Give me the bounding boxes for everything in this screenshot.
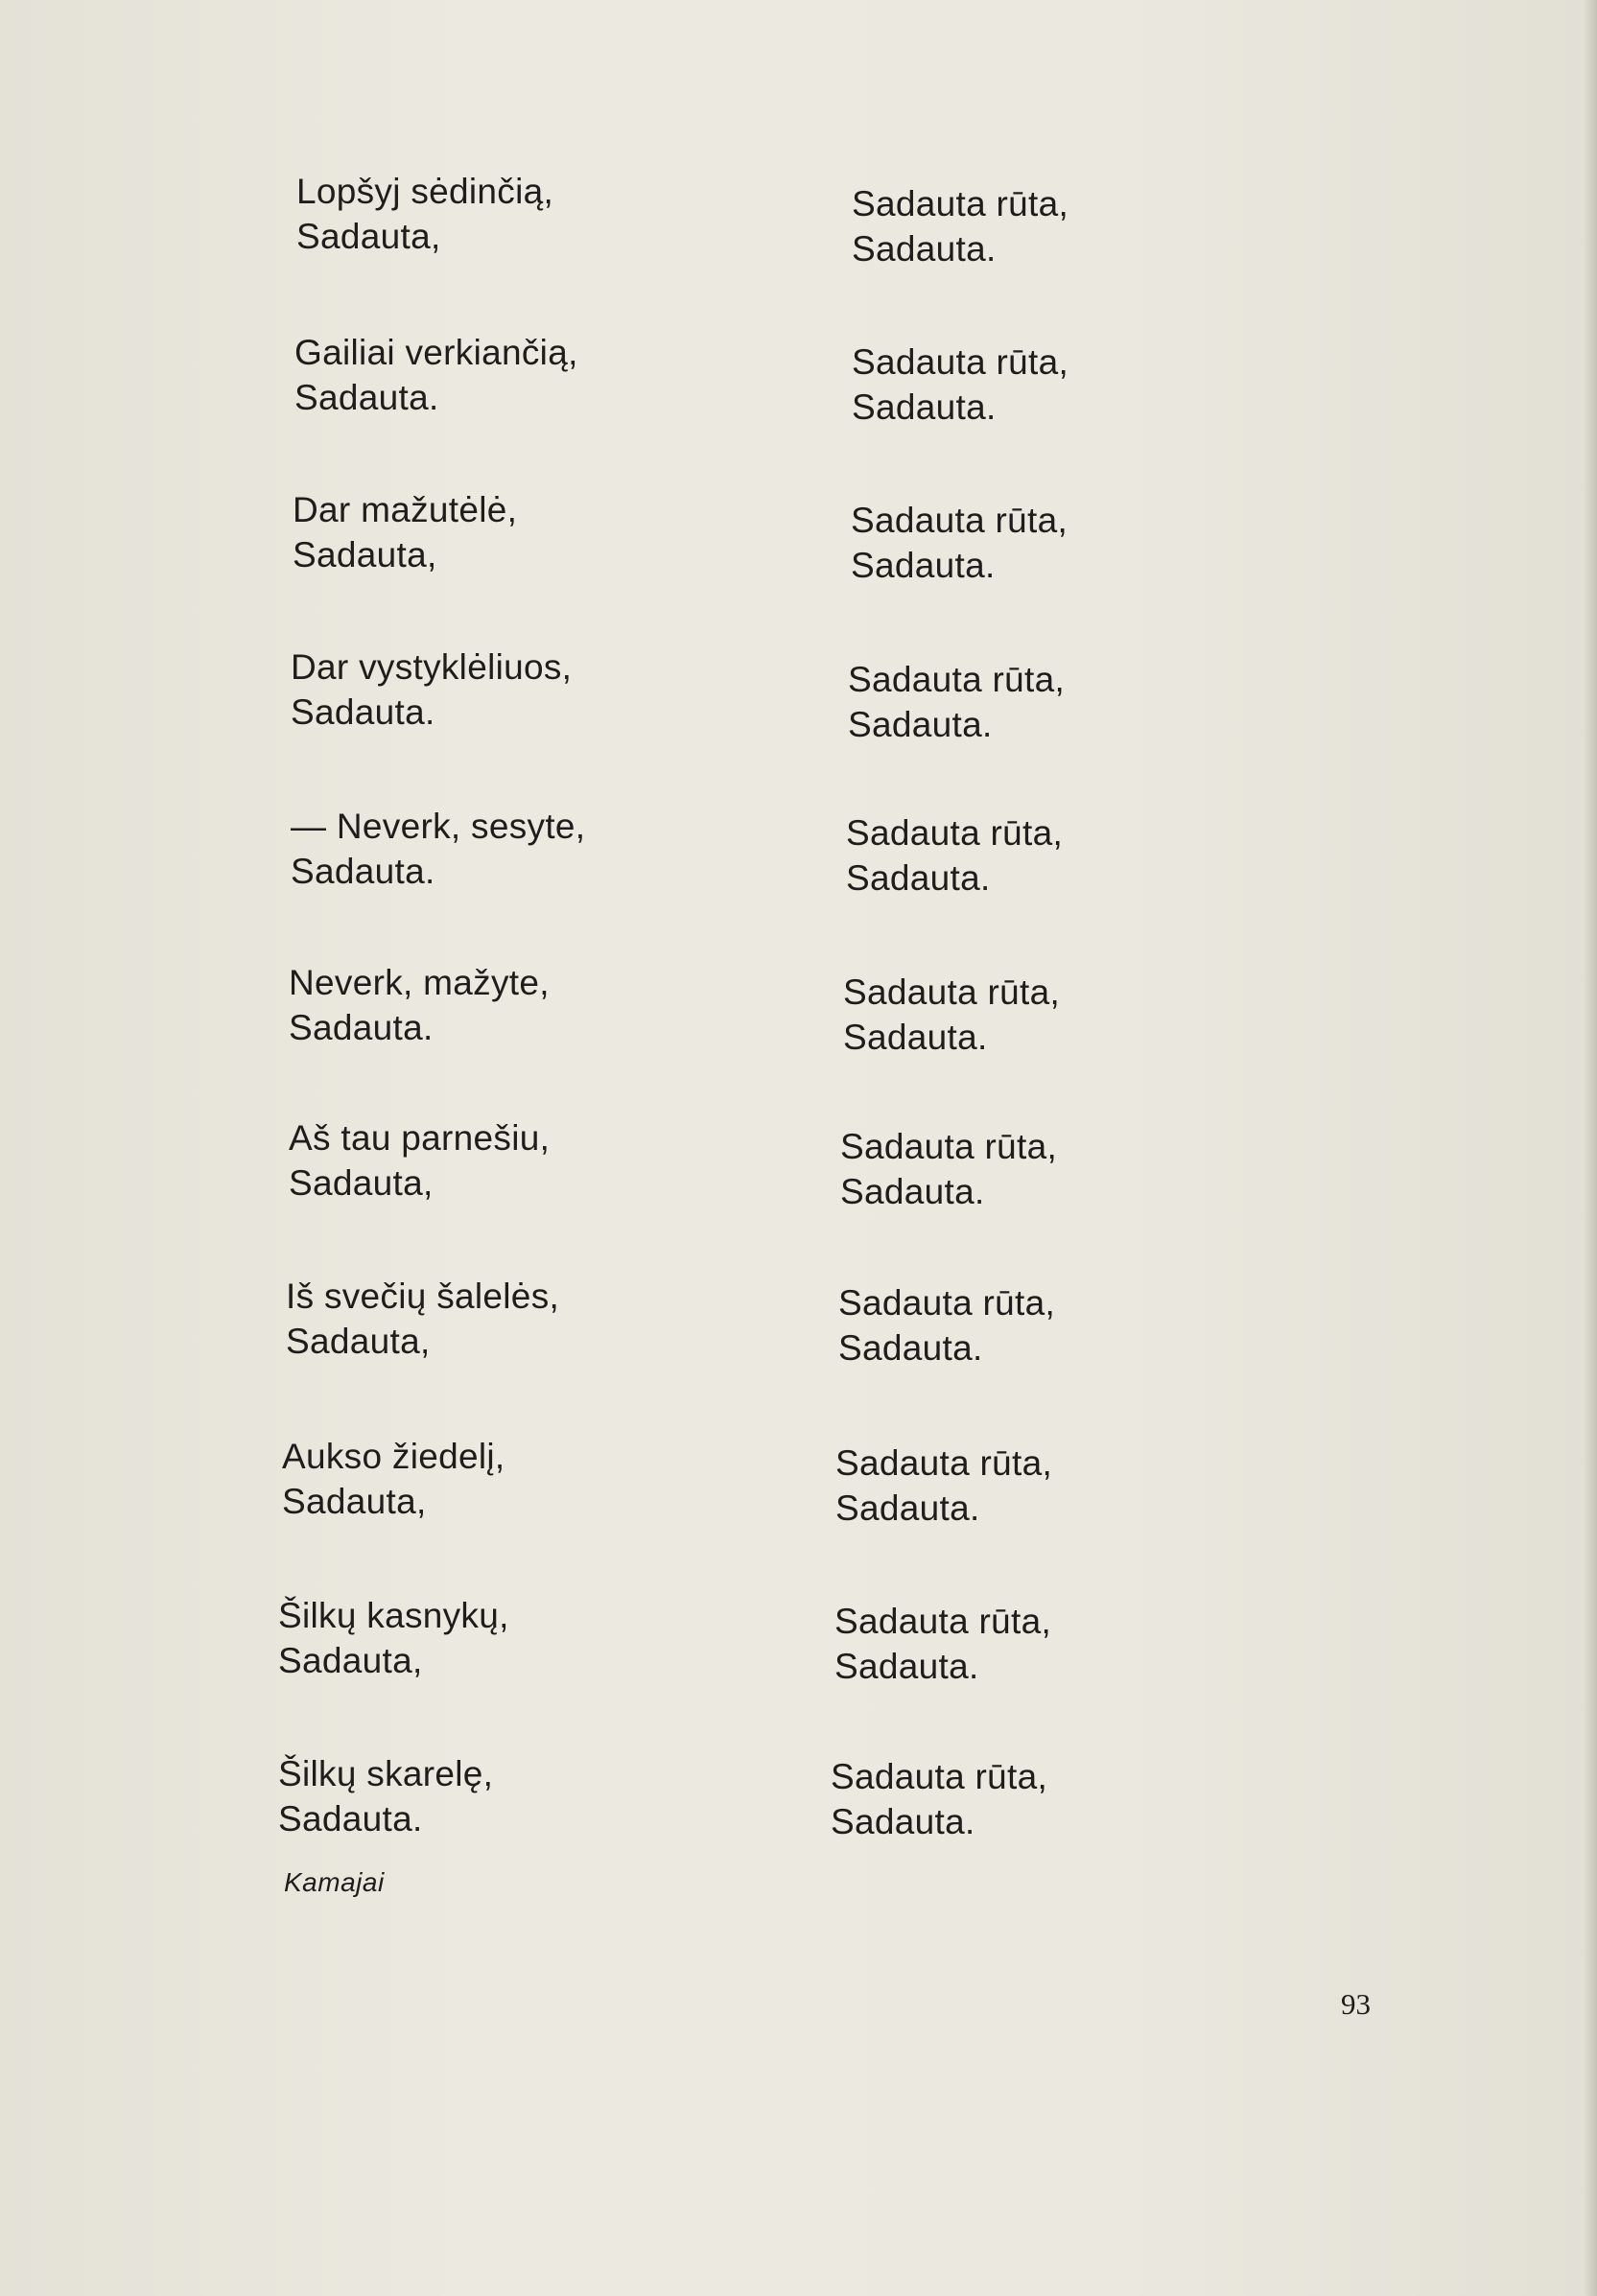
verse-line: Sadauta,: [286, 1322, 431, 1361]
stanza-9-right: [835, 1441, 1052, 1531]
verse-line: Sadauta,: [296, 217, 441, 256]
stanza-4-left: [291, 644, 572, 735]
stanza-10-left: [278, 1593, 509, 1683]
verse-line: Sadauta,: [289, 1163, 434, 1203]
refrain-line: Sadauta rūta,: [834, 1602, 1052, 1641]
verse-line: Dar vystyklėliuos,: [291, 647, 573, 687]
stanza-7-right: [840, 1124, 1057, 1214]
refrain-line: Sadauta rūta,: [843, 972, 1061, 1012]
stanza-8-left: [286, 1274, 559, 1364]
refrain-line: Sadauta rūta,: [838, 1283, 1056, 1323]
refrain-line: Sadauta.: [846, 858, 991, 898]
refrain-line: Sadauta.: [843, 1018, 988, 1057]
stanza-11-right: [831, 1754, 1047, 1844]
refrain-line: Sadauta rūta,: [852, 342, 1069, 382]
refrain-line: Sadauta rūta,: [831, 1757, 1048, 1796]
refrain-line: Sadauta.: [831, 1802, 975, 1841]
verse-line: Sadauta.: [291, 692, 435, 732]
page-number: 93: [1341, 1987, 1371, 2021]
source-location: Kamajai: [284, 1867, 385, 1897]
stanza-7-left: [289, 1115, 550, 1206]
refrain-line: Sadauta.: [834, 1647, 979, 1686]
refrain-line: Sadauta.: [848, 705, 993, 744]
verse-line: Dar mažutėlė,: [293, 490, 518, 529]
refrain-line: Sadauta.: [840, 1172, 985, 1211]
stanza-2-left: [294, 330, 578, 420]
verse-line: Sadauta,: [278, 1641, 423, 1680]
stanza-8-right: [838, 1280, 1055, 1371]
stanza-1-right: [852, 181, 1069, 271]
refrain-line: Sadauta.: [852, 229, 997, 269]
refrain-line: Sadauta rūta,: [851, 501, 1069, 540]
verse-line: Šilkų kasnykų,: [278, 1596, 509, 1635]
refrain-line: Sadauta rūta,: [840, 1127, 1058, 1166]
verse-line: — Neverk, sesyte,: [291, 807, 586, 846]
stanza-10-right: [834, 1599, 1051, 1689]
refrain-line: Sadauta rūta,: [835, 1443, 1053, 1483]
refrain-line: Sadauta.: [835, 1488, 980, 1528]
stanza-3-left: [293, 487, 517, 577]
stanza-4-right: [848, 657, 1065, 747]
stanza-11-left: [278, 1751, 493, 1841]
verse-line: Sadauta.: [278, 1799, 423, 1839]
refrain-line: Sadauta rūta,: [846, 813, 1064, 853]
verse-line: Sadauta.: [294, 378, 439, 417]
stanza-3-right: [851, 498, 1068, 588]
refrain-line: Sadauta rūta,: [852, 184, 1069, 223]
verse-line: Gailiai verkiančią,: [294, 333, 578, 372]
stanza-2-right: [852, 340, 1069, 430]
refrain-line: Sadauta.: [838, 1328, 983, 1368]
verse-line: Lopšyj sėdinčią,: [296, 172, 554, 211]
verse-line: Šilkų skarelę,: [278, 1754, 494, 1793]
verse-line: Aukso žiedelį,: [282, 1437, 505, 1476]
verse-line: Neverk, mažyte,: [289, 963, 550, 1002]
verse-line: Sadauta,: [293, 535, 437, 574]
refrain-line: Sadauta.: [851, 546, 996, 585]
stanza-5-left: [291, 804, 585, 894]
refrain-line: Sadauta rūta,: [848, 660, 1066, 699]
stanza-5-right: [846, 810, 1063, 901]
verse-line: Sadauta.: [289, 1008, 434, 1047]
verse-line: Iš svečių šalelės,: [286, 1277, 560, 1316]
refrain-line: Sadauta.: [852, 387, 997, 427]
stanza-6-left: [289, 960, 550, 1050]
page-edge-shadow: [1584, 0, 1597, 2296]
stanza-9-left: [282, 1434, 505, 1524]
verse-line: Sadauta,: [282, 1482, 427, 1521]
stanza-6-right: [843, 970, 1060, 1060]
verse-line: Sadauta.: [291, 852, 435, 891]
stanza-1-left: [296, 169, 553, 259]
verse-line: Aš tau parnešiu,: [289, 1118, 551, 1158]
